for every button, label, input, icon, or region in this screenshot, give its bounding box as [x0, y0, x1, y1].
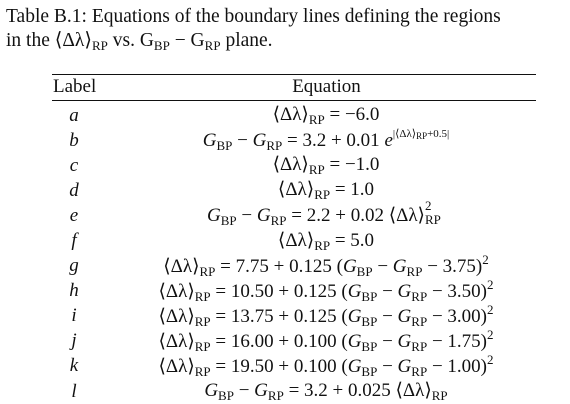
table-row — [52, 103, 536, 128]
table-row — [52, 228, 536, 253]
row-equation: $G_{BP} - G_{RP} = 3.2 + 0.01$ $e^{|⟨\Delta\lambda⟩RP+0.5|}$ — [202, 128, 450, 154]
table-row — [52, 354, 536, 379]
equations-table — [52, 74, 536, 404]
table-row — [52, 178, 536, 203]
table-caption — [6, 5, 564, 58]
row-equation: $G_{BP} - G_{RP} = 2.2 + 0.02$ ⟨Δλ⟩ 2 RP — [207, 197, 441, 228]
row-label: j — [71, 330, 77, 352]
caption-line-1: Table B.1: Equations of the boundary lines defining the regions — [6, 6, 501, 27]
table-row — [52, 254, 536, 279]
row-label: g — [69, 255, 79, 277]
row-label: a — [69, 104, 79, 126]
table-row — [52, 279, 536, 304]
row-label: d — [69, 179, 79, 201]
row-label: b — [69, 129, 79, 151]
row-equation: $⟨\Delta\lambda⟩_{RP} = 13.75 + 0.125$ $(G_{BP} - G_{RP} - 3.00)^2$ — [158, 302, 494, 330]
header-equation: Equation — [292, 76, 361, 97]
table-row — [52, 329, 536, 354]
table-row — [52, 304, 536, 329]
row-equation: $⟨\Delta\lambda⟩_{RP} = -6.0$ — [272, 104, 380, 128]
row-label: i — [71, 305, 77, 327]
table-header — [52, 76, 536, 98]
row-label: c — [69, 154, 79, 176]
row-label: e — [69, 204, 79, 226]
row-equation: $G_{BP} - G_{RP} = 3.2 + 0.025$ $⟨\Delta\lambda⟩_{RP}$ — [204, 380, 448, 404]
row-label: k — [69, 355, 79, 377]
table-row — [52, 379, 536, 404]
header-label: Label — [53, 76, 97, 97]
row-equation: $⟨\Delta\lambda⟩_{RP} = 19.50 + 0.100$ $(G_{BP} - G_{RP} - 1.00)^2$ — [158, 352, 494, 380]
row-equation: $⟨\Delta\lambda⟩_{RP} = 1.0$ — [277, 179, 375, 203]
table-row — [52, 197, 536, 228]
table-row — [52, 153, 536, 178]
table-row — [52, 128, 536, 153]
row-equation: $⟨\Delta\lambda⟩_{RP} = -1.0$ — [272, 154, 380, 178]
row-equation: $⟨\Delta\lambda⟩_{RP} = 10.50 + 0.125$ $(G_{BP} - G_{RP} - 3.50)^2$ — [158, 277, 494, 305]
row-equation: $⟨\Delta\lambda⟩_{RP} = 7.75 + 0.125$ $(G_{BP} - G_{RP} - 3.75)^2$ — [163, 252, 489, 280]
caption-line-2: in the $⟨\Delta\lambda⟩_{RP}$ vs. $G_{BP} - G_{RP}$ plane. — [6, 30, 273, 53]
row-label: l — [71, 380, 77, 402]
row-label: f — [71, 230, 77, 252]
row-equation: $⟨\Delta\lambda⟩_{RP} = 5.0$ — [277, 229, 375, 253]
table-top-rule — [52, 74, 536, 75]
table-header-rule — [52, 100, 536, 101]
row-equation: $⟨\Delta\lambda⟩_{RP} = 16.00 + 0.100$ $(G_{BP} - G_{RP} - 1.75)^2$ — [158, 327, 494, 355]
row-label: h — [69, 280, 79, 302]
